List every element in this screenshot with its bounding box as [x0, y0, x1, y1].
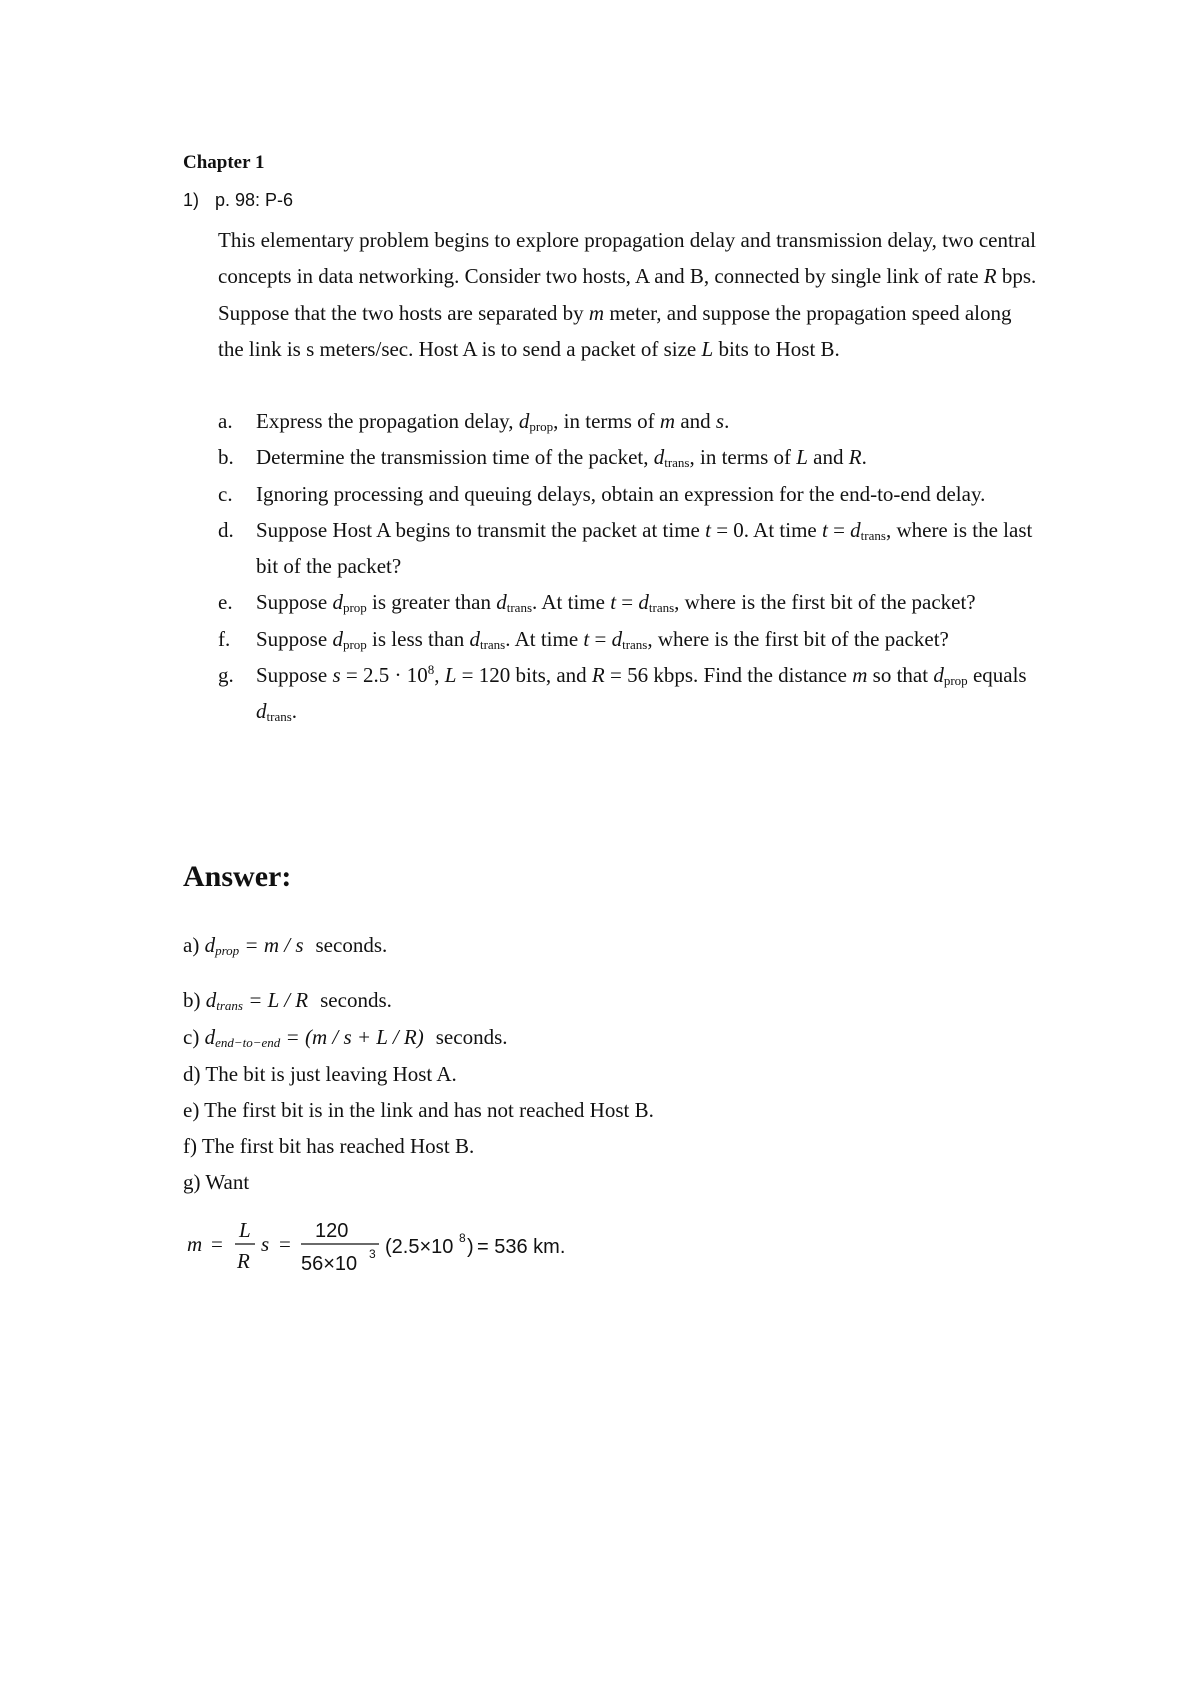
- part-c: c. Ignoring processing and queuing delays, obtain an expression for the end-to-end delay.: [218, 481, 986, 506]
- formula-eq: =: [211, 1232, 223, 1256]
- formula-eq2: =: [279, 1232, 291, 1256]
- part-e: e. Suppose $d_{prop}$ is greater than $d_{trans}$. At time $t = d_{trans}$, where is the first bit of the packet?: [218, 590, 976, 616]
- answer-f: f) The first bit has reached Host B.: [183, 1134, 475, 1158]
- problem-reference: p. 98: P-6: [215, 190, 294, 210]
- formula-den1: R: [237, 1249, 250, 1273]
- answer-e: e) The first bit is in the link and has not reached Host B.: [183, 1098, 654, 1122]
- part-b: b. Determine the transmission time of the packet, $d_{trans}$, in terms of L and R.: [218, 445, 867, 471]
- formula-lhs: m: [187, 1232, 203, 1256]
- problem-statement: This elementary problem begins to explore propagation delay and transmission delay, two central concepts in data networking. Consider two hosts, A and B, connected by single link of rate R bps. Suppose that the two hosts are separated by m meter, and suppose the propagation speed along the link is s meters/sec. Host A is to send a packet of size L bits to Host B.: [218, 228, 1037, 361]
- chapter-heading: Chapter 1: [183, 152, 265, 173]
- problem-parts: [218, 403, 1038, 730]
- formula-paren: (2.5×10: [385, 1236, 454, 1258]
- formula-den2-exp: 3: [369, 1247, 376, 1261]
- answer-c: c) $d_{end-to-end} = (m / s + L / R)$ seconds.: [183, 1025, 508, 1050]
- answer-g: g) Want: [183, 1170, 250, 1194]
- formula-num1: L: [239, 1218, 251, 1242]
- formula-paren-exp: 8: [459, 1231, 466, 1245]
- formula-result: = 536 km.: [477, 1236, 566, 1258]
- part-f: f. Suppose $d_{prop}$ is less than $d_{trans}$. At time $t = d_{trans}$, where is the first bit of the packet?: [218, 626, 949, 652]
- formula-close: ): [467, 1236, 474, 1258]
- formula-den2: 56×10: [301, 1253, 358, 1275]
- formula-num2: 120: [315, 1220, 349, 1242]
- formula-s: s: [261, 1232, 270, 1256]
- answer-a: a) $d_{prop} = m / s$ seconds.: [183, 933, 388, 958]
- part-g: g. Suppose $s = 2.5 \cdot 10^8$, L = 120 bits, and R = 56 kbps. Find the distance m so that $d_{prop}$ equals $d_{trans}$.: [218, 662, 1027, 725]
- answer-b: b) $d_{trans} = L / R$ seconds.: [183, 988, 392, 1013]
- answer-g-formula: [183, 1208, 643, 1278]
- problem-number: 1): [183, 190, 200, 210]
- problem-header: [183, 190, 309, 211]
- part-d: d. Suppose Host A begins to transmit the packet at time t = 0. At time $t = d_{trans}$, where is the last bit of the packet?: [218, 517, 1033, 579]
- answer-d: d) The bit is just leaving Host A.: [183, 1062, 457, 1086]
- part-a: a. Express the propagation delay, $d_{prop}$, in terms of m and s.: [218, 409, 730, 434]
- answer-heading: Answer:: [183, 860, 292, 893]
